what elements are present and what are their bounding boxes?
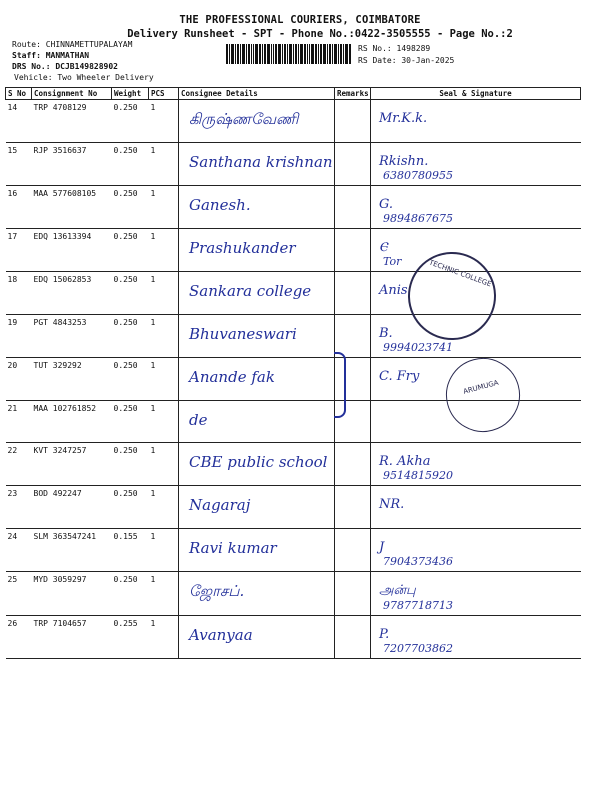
handwritten-consignee: Nagaraj [189, 496, 251, 514]
seal-text: TECHNIC COLLEGE [427, 258, 493, 289]
table-header-row [6, 88, 581, 100]
row-remarks [335, 616, 371, 659]
handwritten-signature: Mr.K.k. [379, 111, 428, 126]
row-weight: 0.250 [112, 186, 149, 229]
row-consignee [179, 529, 335, 572]
row-weight: 0.250 [112, 272, 149, 315]
table-row [6, 143, 581, 186]
row-pcs: 1 [149, 143, 179, 186]
drs-number: DCJB149828902 [55, 62, 118, 71]
row-consignee [179, 401, 335, 443]
row-sno: 23 [6, 486, 32, 529]
row-pcs: 1 [149, 572, 179, 616]
col-header-consignee: Consignee Details [179, 88, 335, 100]
handwritten-signature: B. [379, 326, 393, 341]
table-row [6, 486, 581, 529]
row-pcs: 1 [149, 358, 179, 401]
staff-line [12, 51, 89, 60]
handwritten-signature: P. [379, 627, 390, 642]
row-weight: 0.250 [112, 401, 149, 443]
row-remarks [335, 443, 371, 486]
handwritten-signature: R. Akha [379, 454, 431, 469]
handwritten-consignee: Anande fak [189, 368, 275, 386]
handwritten-consignee: Avanyaa [189, 626, 253, 644]
handwritten-consignee: de [189, 411, 208, 429]
row-signature [371, 572, 581, 616]
handwritten-phone: 7207703862 [383, 642, 453, 655]
handwritten-signature: C. Fry [379, 369, 420, 384]
row-signature [371, 616, 581, 659]
drs-line [12, 62, 118, 71]
handwritten-phone: 9787718713 [383, 599, 453, 612]
row-consignment-no: SLM 363547241 [32, 529, 112, 572]
handwritten-consignee: ஜோசப். [189, 582, 245, 600]
table-row [6, 443, 581, 486]
row-weight: 0.250 [112, 315, 149, 358]
row-consignee [179, 443, 335, 486]
row-consignee [179, 315, 335, 358]
handwritten-consignee: Bhuvaneswari [189, 325, 297, 343]
row-signature [371, 443, 581, 486]
handwritten-phone: 9894867675 [383, 212, 453, 225]
row-sno: 14 [6, 100, 32, 143]
handwritten-consignee: கிருஷ்ணவேணி [189, 110, 299, 128]
row-sno: 24 [6, 529, 32, 572]
handwritten-phone [373, 298, 383, 311]
row-signature [371, 529, 581, 572]
row-pcs: 1 [149, 486, 179, 529]
table-row [6, 100, 581, 143]
row-consignee [179, 186, 335, 229]
handwritten-phone: 6380780955 [383, 169, 453, 182]
route-label: Route: CHINNAMETTUPALAYAM [12, 40, 133, 49]
row-weight: 0.250 [112, 100, 149, 143]
row-signature [371, 486, 581, 529]
handwritten-consignee: Sankara college [189, 282, 312, 300]
row-sno: 22 [6, 443, 32, 486]
handwritten-signature: NR. [379, 497, 405, 512]
handwritten-phone: 7904373436 [383, 555, 453, 568]
row-sno: 17 [6, 229, 32, 272]
row-signature [371, 143, 581, 186]
row-pcs: 1 [149, 401, 179, 443]
table-row [6, 229, 581, 272]
row-pcs: 1 [149, 529, 179, 572]
row-pcs: 1 [149, 100, 179, 143]
handwritten-consignee: Ravi kumar [189, 539, 277, 557]
row-sno: 19 [6, 315, 32, 358]
row-weight: 0.250 [112, 143, 149, 186]
handwritten-phone: Tor [383, 255, 402, 268]
row-pcs: 1 [149, 443, 179, 486]
handwritten-phone [373, 126, 383, 139]
rs-date: RS Date: 30-Jan-2025 [358, 56, 455, 65]
row-sno: 16 [6, 186, 32, 229]
table-row [6, 315, 581, 358]
row-sno: 26 [6, 616, 32, 659]
table-row [6, 572, 581, 616]
row-consignee [179, 229, 335, 272]
row-consignment-no: TUT 329292 [32, 358, 112, 401]
row-pcs: 1 [149, 229, 179, 272]
seal-text: ARUMUGA [462, 378, 500, 396]
staff-name: MANMATHAN [45, 51, 90, 60]
row-consignment-no: EDQ 13613394 [32, 229, 112, 272]
row-consignee [179, 272, 335, 315]
row-consignment-no: PGT 4843253 [32, 315, 112, 358]
staff-label: Staff: [12, 51, 41, 60]
row-signature [371, 100, 581, 143]
row-weight: 0.250 [112, 486, 149, 529]
row-remarks [335, 100, 371, 143]
vehicle-label: Vehicle: Two Wheeler Delivery [14, 73, 154, 82]
row-remarks [335, 143, 371, 186]
row-consignment-no: RJP 3516637 [32, 143, 112, 186]
row-signature [371, 186, 581, 229]
row-remarks [335, 572, 371, 616]
handwritten-consignee: Ganesh. [189, 196, 251, 214]
col-header-weight: Weight [112, 88, 149, 100]
row-consignee [179, 100, 335, 143]
handwritten-signature: Anis [379, 283, 408, 298]
handwritten-signature: Rkishn. [379, 154, 429, 169]
row-pcs: 1 [149, 272, 179, 315]
row-weight: 0.250 [112, 572, 149, 616]
handwritten-consignee: Santhana krishnan [189, 153, 333, 171]
handwritten-phone: 9514815920 [383, 469, 453, 482]
row-weight: 0.250 [112, 443, 149, 486]
row-sno: 25 [6, 572, 32, 616]
row-weight: 0.250 [112, 358, 149, 401]
row-sno: 21 [6, 401, 32, 443]
col-header-seal: Seal & Signature [371, 88, 581, 100]
row-consignment-no: BOD 492247 [32, 486, 112, 529]
row-weight: 0.250 [112, 229, 149, 272]
document-subtitle: Delivery Runsheet - SPT - Phone No.:0422-3505555 - Page No.:2 [127, 28, 513, 40]
handwritten-signature: J [379, 540, 385, 555]
row-remarks [335, 186, 371, 229]
row-consignment-no: TRP 7104657 [32, 616, 112, 659]
row-consignment-no: TRP 4708129 [32, 100, 112, 143]
bracket-mark [334, 352, 346, 418]
handwritten-phone: 9994023741 [383, 341, 453, 354]
row-consignee [179, 143, 335, 186]
row-sno: 18 [6, 272, 32, 315]
row-pcs: 1 [149, 616, 179, 659]
table-row [6, 616, 581, 659]
col-header-consignment: Consignment No [32, 88, 112, 100]
row-remarks [335, 486, 371, 529]
table-row [6, 529, 581, 572]
row-sno: 15 [6, 143, 32, 186]
row-sno: 20 [6, 358, 32, 401]
row-consignment-no: MYD 3059297 [32, 572, 112, 616]
col-header-pcs: PCS [149, 88, 179, 100]
handwritten-signature: அன்பு [379, 583, 416, 598]
row-weight: 0.155 [112, 529, 149, 572]
row-pcs: 1 [149, 315, 179, 358]
row-consignment-no: MAA 577608105 [32, 186, 112, 229]
table-row [6, 186, 581, 229]
row-consignment-no: KVT 3247257 [32, 443, 112, 486]
handwritten-phone [373, 512, 383, 525]
row-remarks [335, 229, 371, 272]
handwritten-consignee: CBE public school [189, 453, 328, 471]
barcode-image [226, 44, 352, 64]
row-consignee [179, 616, 335, 659]
handwritten-signature: G. [379, 197, 394, 212]
row-consignee [179, 572, 335, 616]
row-pcs: 1 [149, 186, 179, 229]
row-consignee [179, 358, 335, 401]
row-consignee [179, 486, 335, 529]
handwritten-signature: Ⲉ [379, 240, 388, 255]
row-consignment-no: MAA 102761852 [32, 401, 112, 443]
document-title: THE PROFESSIONAL COURIERS, COIMBATORE [179, 14, 421, 26]
row-weight: 0.255 [112, 616, 149, 659]
row-remarks [335, 529, 371, 572]
col-header-remarks: Remarks [335, 88, 371, 100]
row-consignment-no: EDQ 15062853 [32, 272, 112, 315]
handwritten-phone [373, 412, 383, 425]
col-header-sno: S No [6, 88, 32, 100]
row-remarks [335, 272, 371, 315]
handwritten-phone [373, 384, 383, 397]
drs-label: DRS No.: [12, 62, 51, 71]
row-remarks [335, 315, 371, 358]
rs-number: RS No.: 1498289 [358, 44, 431, 53]
handwritten-consignee: Prashukander [189, 239, 296, 257]
